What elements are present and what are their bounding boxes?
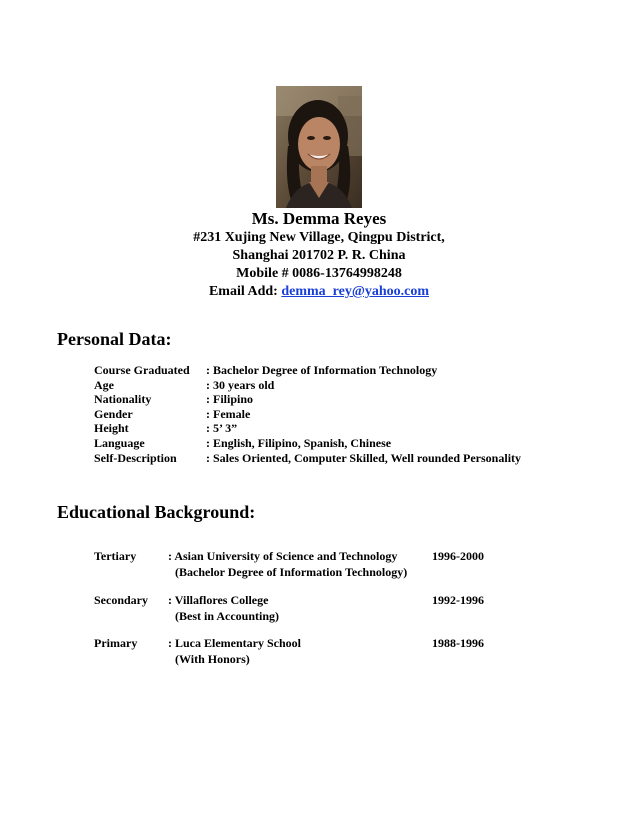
contact-header (0, 208, 638, 301)
education-note: (With Honors) (175, 652, 250, 666)
mobile-number: Mobile # 0086-13764998248 (236, 266, 402, 281)
education-years: 1992-1996 (432, 593, 484, 607)
education-entry (94, 635, 484, 667)
education-level: Primary (94, 636, 138, 650)
personal-label: Gender (94, 406, 133, 421)
education-title: Educational Background: (57, 502, 256, 522)
education-note: (Best in Accounting) (175, 609, 280, 623)
personal-label: Self-Description (94, 450, 177, 465)
personal-value: : Bachelor Degree of Information Technology (206, 363, 438, 377)
education-note: (Bachelor Degree of Information Technology) (175, 565, 408, 579)
address-line-2: Shanghai 201702 P. R. China (232, 248, 406, 263)
education-years: 1996-2000 (432, 549, 484, 563)
personal-label: Nationality (94, 392, 152, 407)
education-school: : Villaflores College (168, 593, 269, 607)
address-line-1: #231 Xujing New Village, Qingpu District, (193, 230, 445, 245)
personal-row (94, 451, 521, 466)
education-level: Secondary (94, 593, 148, 607)
applicant-name: Ms. Demma Reyes (251, 209, 387, 228)
portrait-photo (276, 86, 362, 208)
education-entry (94, 548, 484, 580)
personal-label: Height (94, 421, 129, 436)
personal-value: : 5’ 3” (206, 421, 238, 436)
education-school: : Luca Elementary School (168, 636, 301, 650)
personal-value: : English, Filipino, Spanish, Chinese (206, 435, 392, 450)
personal-label: Age (94, 377, 114, 392)
personal-row (94, 407, 521, 422)
personal-data-table (94, 363, 521, 465)
education-row (94, 548, 484, 564)
personal-row (94, 363, 521, 378)
personal-label: Language (94, 435, 145, 450)
personal-row (94, 436, 521, 451)
education-level: Tertiary (94, 549, 137, 563)
email-label: Email Add: (208, 284, 278, 299)
personal-row (94, 392, 521, 407)
personal-value: : Filipino (206, 392, 254, 407)
personal-label: Course Graduated (94, 363, 190, 377)
education-entry (94, 592, 484, 624)
personal-value: : Female (206, 406, 251, 421)
education-years: 1988-1996 (432, 636, 484, 650)
personal-row (94, 378, 521, 393)
personal-data-title: Personal Data: (57, 329, 172, 349)
personal-row (94, 421, 521, 436)
email-line (0, 283, 638, 301)
education-row (94, 635, 484, 651)
education-school: : Asian University of Science and Technology (168, 549, 398, 563)
education-row (94, 592, 484, 608)
email-link[interactable]: demma_rey@yahoo.com (281, 284, 430, 299)
personal-value: : 30 years old (206, 377, 275, 392)
personal-value: : Sales Oriented, Computer Skilled, Well rounded Personality (206, 450, 522, 465)
